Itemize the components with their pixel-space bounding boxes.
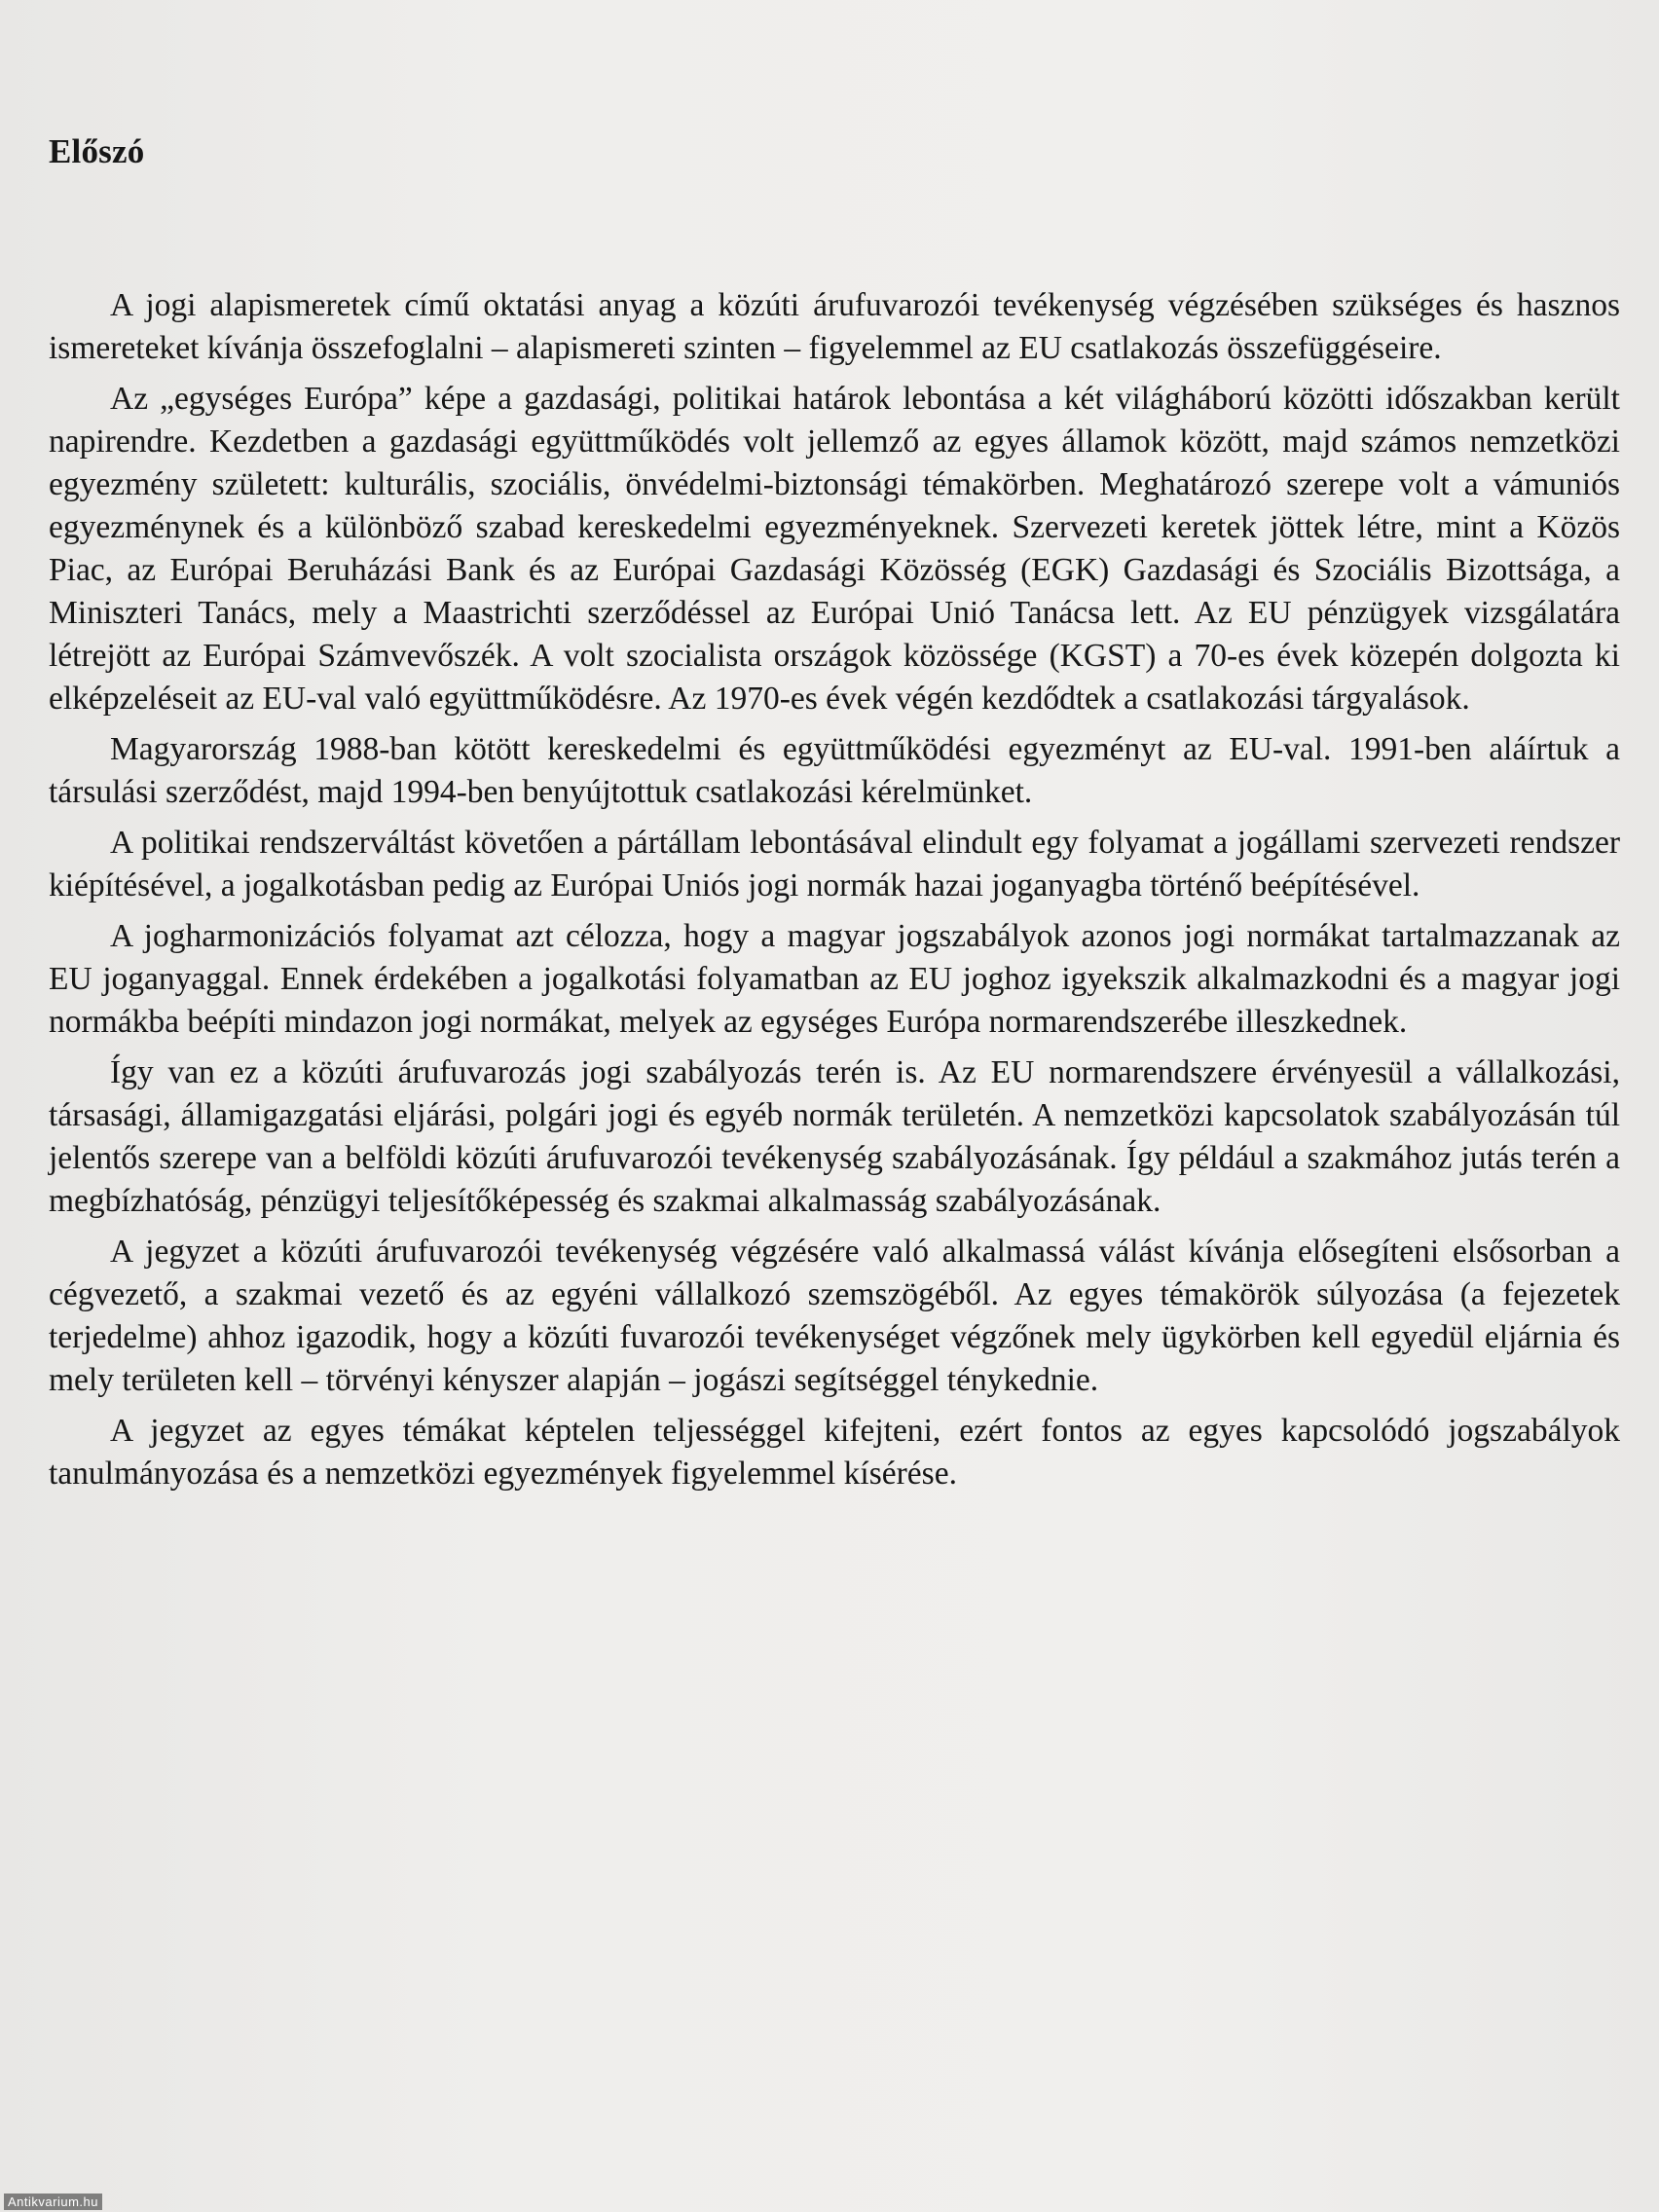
paragraph-6: Így van ez a közúti árufuvarozás jogi szabályozás terén is. Az EU normarendszere érvényesül a vállalkozási, társasági, államigazgatási eljárási, polgári jogi és egyéb normák területén. A nemzetközi kapcsolatok szabályozásán túl jelentős szerepe van a belföldi közúti árufuvarozói tevékenység szabályozásának. Így például a szakmához jutás terén a megbízhatóság, pénzügyi teljesítőképesség és szakmai alkalmasság szabályozásának. [49, 1054, 1620, 1219]
paragraph-4: A politikai rendszerváltást követően a pártállam lebontásával elindult egy folyamat a jogállami szervezeti rendszer kiépítésével, a jogalkotásban pedig az Európai Uniós jogi normák hazai joganyagba történő beépítésével. [49, 825, 1620, 903]
paragraph-1: A jogi alapismeretek című oktatási anyag a közúti árufuvarozói tevékenység végzésében szükséges és hasznos ismereteket kívánja összefoglalni – alapismereti szinten – figyelemmel az EU csatlakozás összefüggéseire. [49, 287, 1620, 366]
paragraph-7: A jegyzet a közúti árufuvarozói tevékenység végzésére való alkalmassá válást kívánja elősegíteni elsősorban a cégvezető, a szakmai vezető és az egyéni vállalkozó szemszögéből. Az egyes témakörök súlyozása (a fejezetek terjedelme) ahhoz igazodik, hogy a közúti fuvarozói tevékenységet végzőnek mely ügykörben kell egyedül eljárnia és mely területen kell – törvényi kényszer alapján – jogászi segítséggel ténykednie. [49, 1234, 1620, 1398]
page-title: Előszó [49, 132, 145, 170]
watermark: Antikvarium.hu [4, 2194, 102, 2210]
paragraph-2: Az „egységes Európa” képe a gazdasági, politikai határok lebontása a két világháború közötti időszakban került napirendre. Kezdetben a gazdasági együttműködés volt jellemző az egyes államok között, majd számos nemzetközi egyezmény született: kulturális, szociális, önvédelmi-biztonsági témakörben. Meghatározó szerepe volt a vámuniós egyezménynek és a különböző szabad kereskedelmi egyezményeknek. Szervezeti keretek jöttek létre, mint a Közös Piac, az Európai Beruházási Bank és az Európai Gazdasági Közösség (EGK) Gazdasági és Szociális Bizottsága, a Miniszteri Tanács, mely a Maastrichti szerződéssel az Európai Unió Tanácsa lett. Az EU pénzügyek vizsgálatára létrejött az Európai Számvevőszék. A volt szocialista országok közössége (KGST) a 70-es évek közepén dolgozta ki elképzeléseit az EU-val való együttműködésre. Az 1970-es évek végén kezdődtek a csatlakozási tárgyalások. [49, 381, 1620, 717]
paragraph-3: Magyarország 1988-ban kötött kereskedelmi és együttműködési egyezményt az EU-val. 1991-ben aláírtuk a társulási szerződést, majd 1994-ben benyújtottuk csatlakozási kérelmünket. [49, 731, 1620, 810]
paragraph-5: A jogharmonizációs folyamat azt célozza, hogy a magyar jogszabályok azonos jogi normákat tartalmazzanak az EU joganyaggal. Ennek érdekében a jogalkotási folyamatban az EU joghoz igyekszik alkalmazkodni és a magyar jogi normákba beépíti mindazon jogi normákat, melyek az egységes Európa normarendszerébe illeszkednek. [49, 918, 1620, 1040]
paragraph-8: A jegyzet az egyes témákat képtelen teljességgel kifejteni, ezért fontos az egyes kapcsolódó jogszabályok tanulmányozása és a nemzetközi egyezmények figyelemmel kísérése. [49, 1413, 1620, 1492]
document-body [49, 284, 1620, 1503]
